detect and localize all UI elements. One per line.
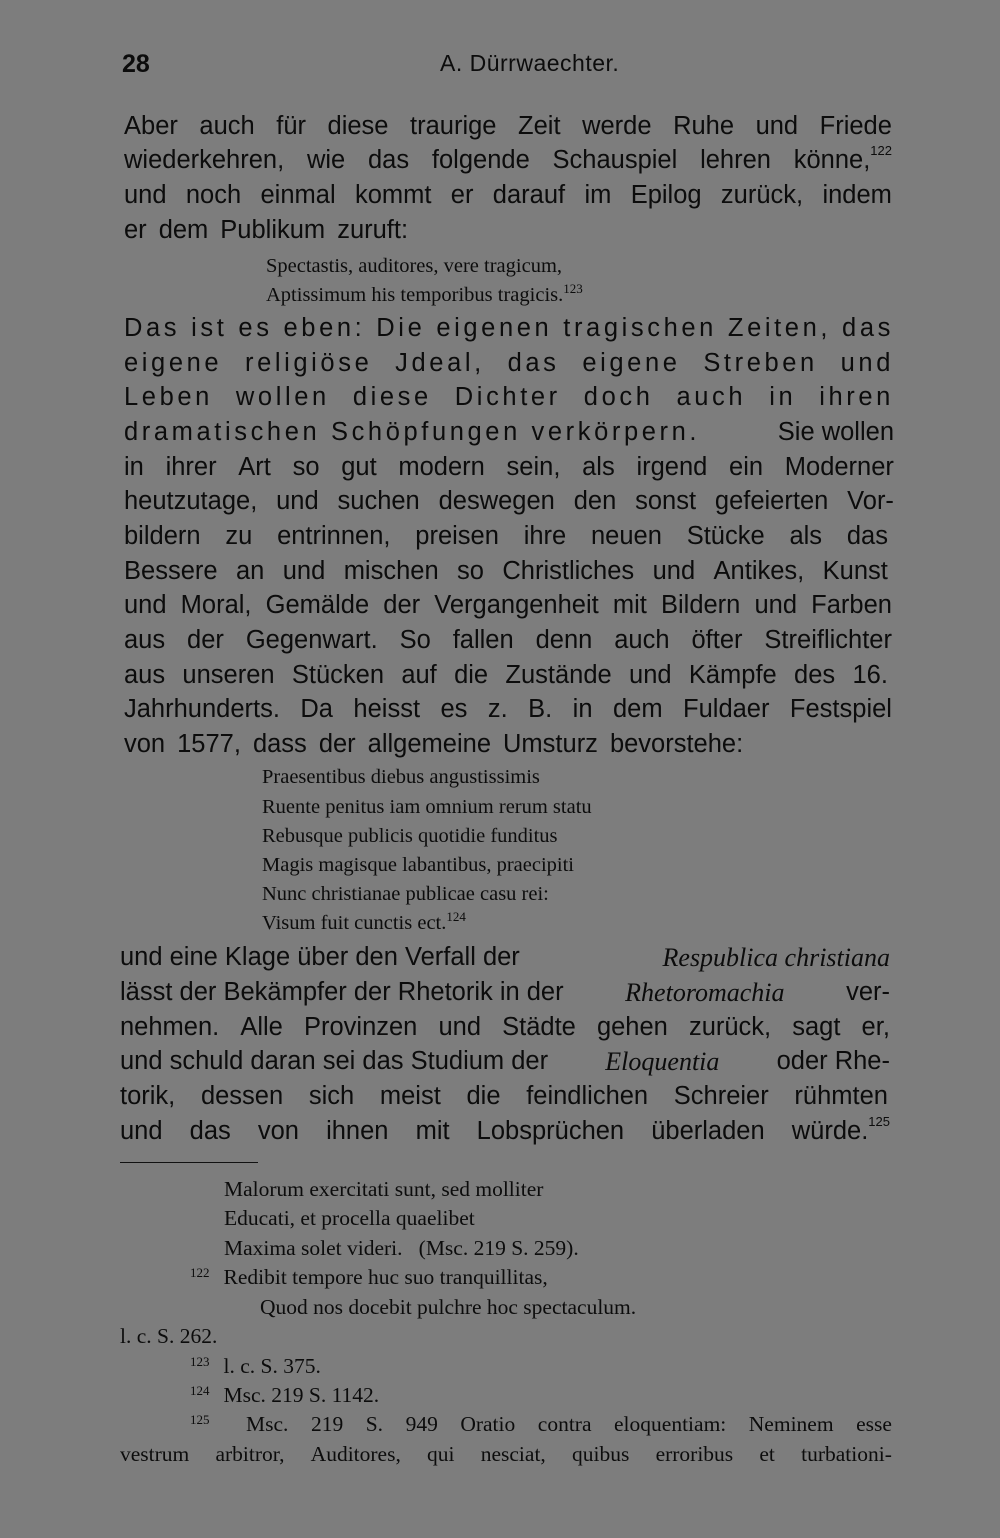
body-line bbox=[120, 1047, 890, 1077]
word: Epilog bbox=[630, 181, 702, 209]
word: noch bbox=[185, 181, 242, 209]
word: und bbox=[124, 181, 167, 209]
footnote-text: l. c. S. 375. bbox=[223, 1354, 321, 1378]
body-text: und eine Klage über den Verfall der bbox=[120, 943, 520, 971]
word: er bbox=[124, 216, 147, 244]
word: er, bbox=[861, 1013, 890, 1041]
word: zuruft: bbox=[337, 216, 409, 244]
word: Vergangenheit bbox=[434, 591, 599, 619]
word: im bbox=[584, 181, 612, 209]
spaced-text: dramatischen Schöpfungen verkörpern. bbox=[124, 418, 701, 446]
footnote-124 bbox=[190, 1383, 379, 1408]
word: Zeiten, bbox=[727, 314, 832, 342]
word: Fuldaer bbox=[683, 695, 770, 723]
footnote-line bbox=[120, 1442, 892, 1467]
word: Zustände bbox=[505, 661, 612, 689]
word: Dichter bbox=[454, 383, 561, 411]
word: denn bbox=[535, 626, 593, 654]
footnote-ref: 124 bbox=[446, 909, 466, 924]
footnote-line: Quod nos docebit pulchre hoc spectaculum. bbox=[260, 1295, 637, 1319]
body-line bbox=[124, 695, 892, 724]
footnote-ref: 122 bbox=[870, 143, 892, 158]
word: feindlichen bbox=[526, 1082, 649, 1110]
word: rühmten bbox=[794, 1082, 888, 1110]
word: contra bbox=[537, 1412, 592, 1436]
word: Umsturz bbox=[503, 730, 598, 758]
word: dessen bbox=[200, 1082, 284, 1110]
word: gut bbox=[341, 453, 377, 481]
word: und bbox=[629, 661, 672, 689]
word: Vor- bbox=[847, 487, 894, 515]
word: 219 bbox=[310, 1412, 344, 1436]
italic-term: Eloquentia bbox=[605, 1047, 720, 1076]
word: S. bbox=[365, 1412, 384, 1436]
word: von bbox=[124, 730, 166, 758]
word: Städte bbox=[502, 1013, 576, 1041]
word: auch bbox=[199, 112, 255, 140]
word: für bbox=[276, 112, 306, 140]
word: zurück, bbox=[720, 181, 804, 209]
word: aus bbox=[124, 661, 166, 689]
footnote-line: Maxima solet videri. (Msc. 219 S. 259). bbox=[224, 1236, 579, 1260]
word: folgende bbox=[431, 146, 530, 174]
word: fallen bbox=[452, 626, 514, 654]
footnote-number: 125 bbox=[190, 1412, 210, 1427]
word: die bbox=[454, 661, 489, 689]
word: und bbox=[282, 557, 326, 585]
word: sein, bbox=[506, 453, 561, 481]
word: torik, bbox=[120, 1082, 176, 1110]
word: das bbox=[842, 314, 894, 342]
word: könne,$^{122}$ bbox=[793, 143, 892, 174]
word: dem bbox=[158, 216, 209, 244]
word: ist bbox=[191, 314, 228, 342]
word: es bbox=[238, 314, 273, 342]
verse-line: Ruente penitus iam omnium rerum statu bbox=[262, 796, 592, 818]
word: Friede bbox=[819, 112, 892, 140]
word: entrinnen, bbox=[277, 522, 391, 550]
word: eigenen bbox=[436, 314, 553, 342]
word: Jdeal, bbox=[395, 349, 485, 377]
word: Schauspiel bbox=[552, 146, 678, 174]
word: und bbox=[652, 557, 696, 585]
body-line bbox=[120, 1114, 890, 1146]
footnote-125 bbox=[190, 1412, 892, 1437]
word: Neminem bbox=[748, 1412, 834, 1436]
word: eigene bbox=[582, 349, 681, 377]
word: auch bbox=[676, 383, 747, 411]
word: suchen bbox=[337, 487, 420, 515]
body-text: Sie wollen bbox=[777, 418, 894, 446]
word: so bbox=[457, 557, 484, 585]
word: ein bbox=[729, 453, 764, 481]
word: neuen bbox=[591, 522, 662, 550]
body-line bbox=[124, 661, 888, 690]
verse-line: Nunc christianae publicae casu rei: bbox=[262, 883, 549, 905]
word: mit bbox=[612, 591, 647, 619]
word: gehen bbox=[596, 1013, 668, 1041]
footnote-ref: 123 bbox=[563, 281, 583, 296]
verse-line: Praesentibus diebus angustissimis bbox=[262, 766, 540, 788]
word: auch bbox=[614, 626, 670, 654]
word: B. bbox=[528, 695, 553, 723]
word: aus bbox=[124, 626, 166, 654]
verse-line: Spectastis, auditores, vere tragicum, bbox=[266, 255, 563, 277]
word: zurück, bbox=[688, 1013, 772, 1041]
verse-line: Rebusque publicis quotidie funditus bbox=[262, 825, 558, 847]
word: Stücke bbox=[686, 522, 765, 550]
word: Auditores, bbox=[310, 1442, 401, 1466]
word: ihnen bbox=[326, 1117, 389, 1145]
page-header bbox=[0, 50, 1000, 84]
word: Bildern bbox=[660, 591, 741, 619]
word: Provinzen bbox=[303, 1013, 418, 1041]
word: Zeit bbox=[518, 112, 561, 140]
word: lehren bbox=[700, 146, 771, 174]
word: Bessere bbox=[124, 557, 218, 585]
body-line bbox=[120, 1082, 888, 1111]
word: Moral, bbox=[180, 591, 252, 619]
word: des bbox=[794, 661, 836, 689]
word: und bbox=[754, 591, 798, 619]
word: indem bbox=[822, 181, 892, 209]
verse-line bbox=[262, 909, 466, 935]
word: öfter bbox=[691, 626, 743, 654]
word: als bbox=[582, 453, 615, 481]
word: Streben bbox=[703, 349, 818, 377]
footnote-number: 122 bbox=[190, 1265, 210, 1280]
body-line bbox=[124, 216, 420, 245]
body-line bbox=[124, 314, 894, 343]
word: den bbox=[573, 487, 617, 515]
footnote-text: Redibit tempore huc suo tranquillitas, bbox=[223, 1265, 548, 1289]
footnote-line: l. c. S. 262. bbox=[120, 1324, 218, 1348]
word: Ruhe bbox=[673, 112, 735, 140]
word: gefeierten bbox=[714, 487, 829, 515]
body-line bbox=[124, 591, 892, 620]
word: Art bbox=[238, 453, 271, 481]
word: turbationi- bbox=[801, 1442, 892, 1466]
word: et bbox=[759, 1442, 775, 1466]
body-line bbox=[124, 418, 894, 447]
word: ihren bbox=[819, 383, 894, 411]
word: und bbox=[755, 112, 799, 140]
word: und bbox=[120, 1117, 163, 1145]
word: in bbox=[124, 453, 144, 481]
word: Farben bbox=[811, 591, 892, 619]
verse-line: Magis magisque labantibus, praecipiti bbox=[262, 854, 574, 876]
body-text: und schuld daran sei das Studium der bbox=[120, 1047, 549, 1075]
footnote-122 bbox=[190, 1265, 548, 1290]
word: esse bbox=[856, 1412, 892, 1436]
body-line bbox=[124, 349, 894, 378]
word: Kämpfe bbox=[688, 661, 777, 689]
word: Gegenwart. bbox=[245, 626, 378, 654]
word: allgemeine bbox=[367, 730, 492, 758]
word: zu bbox=[225, 522, 253, 550]
footnote-rule bbox=[120, 1162, 258, 1163]
body-line bbox=[120, 943, 890, 973]
italic-term: Rhetoromachia bbox=[625, 978, 785, 1007]
word: werde bbox=[582, 112, 652, 140]
running-head: A. Dürrwaechter. bbox=[440, 50, 620, 76]
word: von bbox=[257, 1117, 299, 1145]
word: Jahrhunderts. bbox=[124, 695, 280, 723]
word: und bbox=[276, 487, 319, 515]
word: es bbox=[440, 695, 468, 723]
footnote-number: 123 bbox=[190, 1354, 210, 1369]
body-line bbox=[124, 522, 888, 551]
body-line bbox=[124, 143, 892, 175]
word: Oratio bbox=[460, 1412, 516, 1436]
word: würde.$^{125}$ bbox=[791, 1114, 890, 1145]
word: Publikum bbox=[220, 216, 326, 244]
body-line bbox=[124, 557, 888, 586]
word: 1577, bbox=[177, 730, 241, 758]
body-line bbox=[124, 730, 755, 759]
page-number: 28 bbox=[122, 50, 150, 78]
word: und bbox=[840, 349, 894, 377]
word: diese bbox=[327, 112, 389, 140]
word: vestrum bbox=[120, 1442, 190, 1466]
body-line bbox=[120, 1013, 890, 1042]
body-line bbox=[124, 181, 892, 210]
word: und bbox=[438, 1013, 482, 1041]
footnote-text: Msc. 219 S. 1142. bbox=[223, 1383, 380, 1407]
word: in bbox=[572, 695, 593, 723]
word: tragischen bbox=[563, 314, 717, 342]
word: Antikes, bbox=[713, 557, 805, 585]
word: doch bbox=[583, 383, 654, 411]
word: das bbox=[368, 146, 410, 174]
word: wie bbox=[306, 146, 346, 174]
word: Kunst bbox=[822, 557, 888, 585]
footnote-line: Educati, et procella quaelibet bbox=[224, 1206, 475, 1230]
word: mischen bbox=[343, 557, 439, 585]
word: Msc. bbox=[246, 1412, 289, 1436]
word: diese bbox=[352, 383, 432, 411]
footnote-123 bbox=[190, 1354, 321, 1379]
word: heutzutage, bbox=[124, 487, 258, 515]
word: Die bbox=[376, 314, 426, 342]
word: eben: bbox=[283, 314, 366, 342]
body-text: ver- bbox=[846, 978, 890, 1006]
word: sich bbox=[308, 1082, 355, 1110]
word: religiöse bbox=[244, 349, 373, 377]
word: darauf bbox=[492, 181, 566, 209]
word: der bbox=[318, 730, 356, 758]
word: Leben bbox=[124, 383, 213, 411]
word: preisen bbox=[415, 522, 499, 550]
word: das bbox=[507, 349, 560, 377]
word: meist bbox=[379, 1082, 441, 1110]
word: das bbox=[846, 522, 888, 550]
word: wiederkehren, bbox=[124, 146, 285, 174]
footnote-number: 124 bbox=[190, 1383, 210, 1398]
word: traurige bbox=[410, 112, 497, 140]
word: So bbox=[399, 626, 431, 654]
word: heisst bbox=[353, 695, 421, 723]
word: kommt bbox=[354, 181, 432, 209]
word: mit bbox=[415, 1117, 450, 1145]
word: Festspiel bbox=[789, 695, 892, 723]
word: ihre bbox=[523, 522, 567, 550]
verse-line bbox=[266, 281, 583, 307]
word: 16. bbox=[852, 661, 888, 689]
word: der bbox=[383, 591, 421, 619]
word: bildern bbox=[124, 522, 201, 550]
word: nehmen. bbox=[120, 1013, 220, 1041]
body-text: lässt der Bekämpfer der Rhetorik in der bbox=[120, 978, 564, 1006]
word: Da bbox=[300, 695, 333, 723]
word: Alle bbox=[240, 1013, 283, 1041]
word: und bbox=[124, 591, 167, 619]
body-line bbox=[124, 112, 892, 141]
word: er bbox=[450, 181, 474, 209]
word: eloquentiam: bbox=[614, 1412, 727, 1436]
word: bevorstehe: bbox=[609, 730, 744, 758]
word: Gemälde bbox=[265, 591, 370, 619]
word: Schreier bbox=[673, 1082, 769, 1110]
italic-term: Respublica christiana bbox=[662, 943, 890, 972]
word: die bbox=[466, 1082, 501, 1110]
footnote-line: Malorum exercitati sunt, sed molliter bbox=[224, 1177, 544, 1201]
word: an bbox=[235, 557, 265, 585]
word: Lobsprüchen bbox=[476, 1117, 625, 1145]
body-line bbox=[124, 453, 894, 482]
word: Christliches bbox=[502, 557, 635, 585]
word: eigene bbox=[124, 349, 223, 377]
word: dem bbox=[612, 695, 663, 723]
word: arbitror, bbox=[215, 1442, 285, 1466]
word: modern bbox=[398, 453, 485, 481]
verse-text: Visum fuit cunctis ect. bbox=[262, 912, 447, 934]
word: 949 bbox=[405, 1412, 438, 1436]
word: als bbox=[789, 522, 823, 550]
body-line bbox=[120, 978, 890, 1008]
word: Moderner bbox=[784, 453, 894, 481]
word: Streiflichter bbox=[764, 626, 892, 654]
word: Aber bbox=[124, 112, 178, 140]
body-line bbox=[124, 626, 892, 655]
word: einmal bbox=[260, 181, 336, 209]
word: z. bbox=[487, 695, 508, 723]
word: unseren bbox=[182, 661, 275, 689]
word: ihrer bbox=[165, 453, 217, 481]
word: Stücken bbox=[291, 661, 385, 689]
word: so bbox=[292, 453, 320, 481]
body-line bbox=[124, 487, 894, 516]
word: das bbox=[189, 1117, 231, 1145]
body-text: oder Rhe- bbox=[776, 1047, 890, 1075]
word: Das bbox=[124, 314, 181, 342]
word: erroribus bbox=[655, 1442, 734, 1466]
word: überladen bbox=[651, 1117, 765, 1145]
word: nesciat, bbox=[480, 1442, 546, 1466]
word: deswegen bbox=[438, 487, 555, 515]
word: auf bbox=[401, 661, 437, 689]
word: dass bbox=[252, 730, 307, 758]
word: wollen bbox=[235, 383, 330, 411]
footnote-ref: 125 bbox=[868, 1114, 890, 1129]
word: sonst bbox=[635, 487, 697, 515]
word: sagt bbox=[792, 1013, 841, 1041]
word: der bbox=[187, 626, 224, 654]
word: qui bbox=[427, 1442, 455, 1466]
word: irgend bbox=[636, 453, 708, 481]
word: quibus bbox=[572, 1442, 630, 1466]
word: in bbox=[769, 383, 797, 411]
body-line bbox=[124, 383, 894, 412]
verse-text: Aptissimum his temporibus tragicis. bbox=[266, 284, 564, 306]
